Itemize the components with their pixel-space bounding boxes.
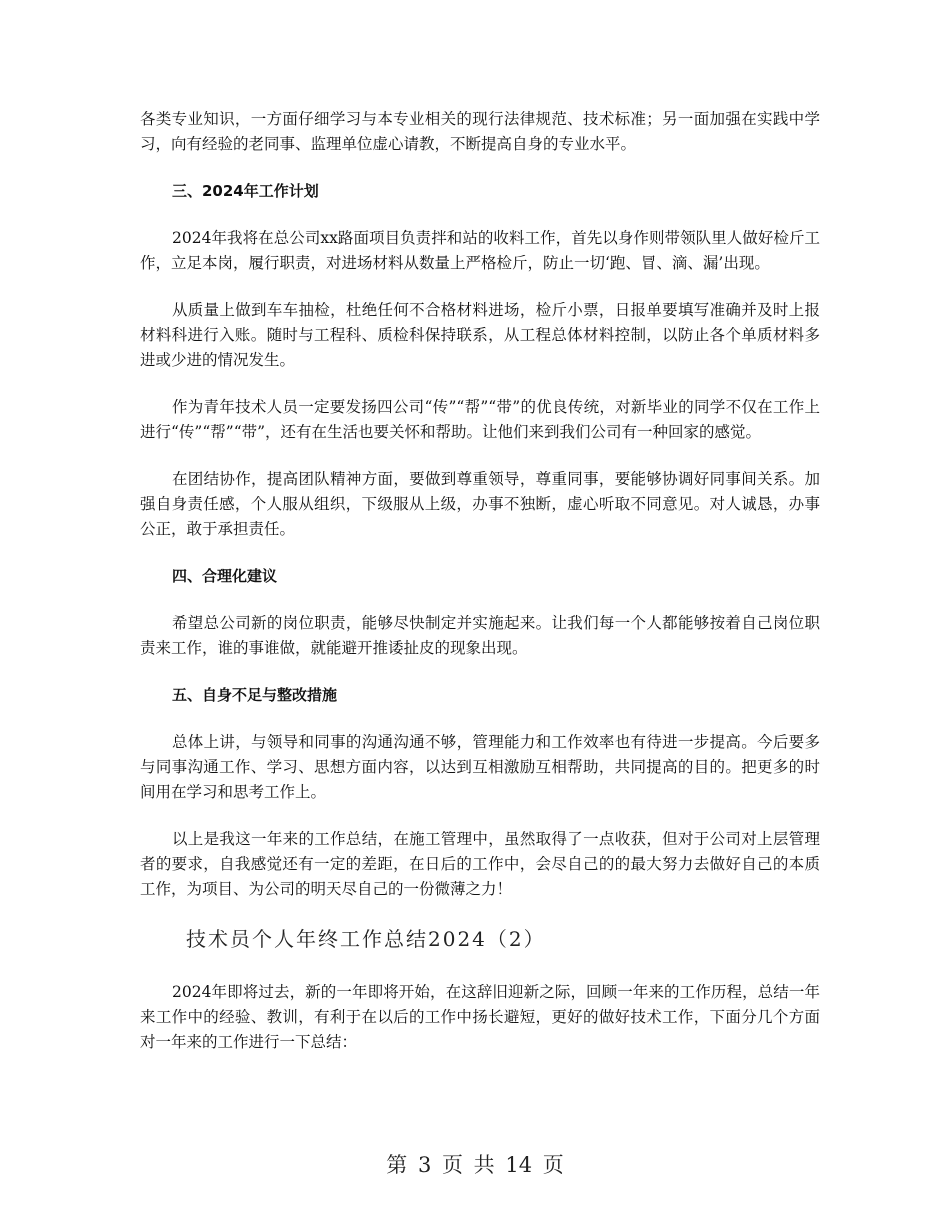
paragraph-continued: 各类专业知识，一方面仔细学习与本专业相关的现行法律规范、技术标准；另一面加强在实践中学习，向有经验的老同事、监理单位虚心请教，不断提高自身的专业水平。 xyxy=(140,110,820,153)
document-title-2: 技术员个人年终工作总结2024（2） xyxy=(186,927,546,951)
paragraph-teamwork: 在团结协作，提高团队精神方面，要做到尊重领导，尊重同事，要能够协调好同事间关系。加强自身责任感，个人服从组织，下级服从上级，办事不独断，虚心听取不同意见。对人诚恳，办事公正，敢于承担责任。 xyxy=(140,470,820,538)
paragraph-plan-intro: 2024年我将在总公司xx路面项目负责拌和站的收料工作，首先以身作则带领队里人做好检斤工作，立足本岗，履行职责，对进场材料从数量上严格检斤，防止一切‘跑、冒、滴、漏’出现。 xyxy=(140,229,820,272)
paragraph-shortcomings: 总体上讲，与领导和同事的沟通沟通不够，管理能力和工作效率也有待进一步提高。今后要多与同事沟通工作、学习、思想方面内容，以达到互相激励互相帮助，共同提高的目的。把更多的时间用在学习和思考工作上。 xyxy=(140,733,820,801)
paragraph-quality: 从质量上做到车车抽检，杜绝任何不合格材料进场，检斤小票，日报单要填写准确并及时上报材料科进行入账。随时与工程科、质检科保持联系，从工程总体材料控制，以防止各个单质材料多进或少进的情况发生。 xyxy=(140,301,820,369)
section-heading-plan: 三、2024年工作计划 xyxy=(172,182,319,200)
document-body xyxy=(140,107,820,1077)
paragraph-mentoring: 作为青年技术人员一定要发扬四公司“传”“帮”“带”的优良传统，对新毕业的同学不仅在工作上进行“传”“帮”“带”，还有在生活也要关怀和帮助。让他们来到我们公司有一种回家的感觉。 xyxy=(140,398,820,441)
page-number-footer: 第 3 页 共 14 页 xyxy=(386,1153,564,1177)
paragraph-conclusion: 以上是我这一年来的工作总结，在施工管理中，虽然取得了一点收获，但对于公司对上层管理者的要求，自我感觉还有一定的差距，在日后的工作中，会尽自己的的最大努力去做好自己的本质工作，为项目、为公司的明天尽自己的一份微薄之力！ xyxy=(140,830,820,898)
paragraph-intro-2: 2024年即将过去，新的一年即将开始，在这辞旧迎新之际，回顾一年来的工作历程，总结一年来工作中的经验、教训，有利于在以后的工作中扬长避短，更好的做好技术工作，下面分几个方面对一年来的工作进行一下总结： xyxy=(140,983,820,1051)
section-heading-suggestions: 四、合理化建议 xyxy=(172,567,278,585)
section-heading-shortcomings: 五、自身不足与整改措施 xyxy=(172,686,338,704)
paragraph-suggestions: 希望总公司新的岗位职责，能够尽快制定并实施起来。让我们每一个人都能够按着自己岗位职责来工作，谁的事谁做，就能避开推诿扯皮的现象出现。 xyxy=(140,614,820,657)
